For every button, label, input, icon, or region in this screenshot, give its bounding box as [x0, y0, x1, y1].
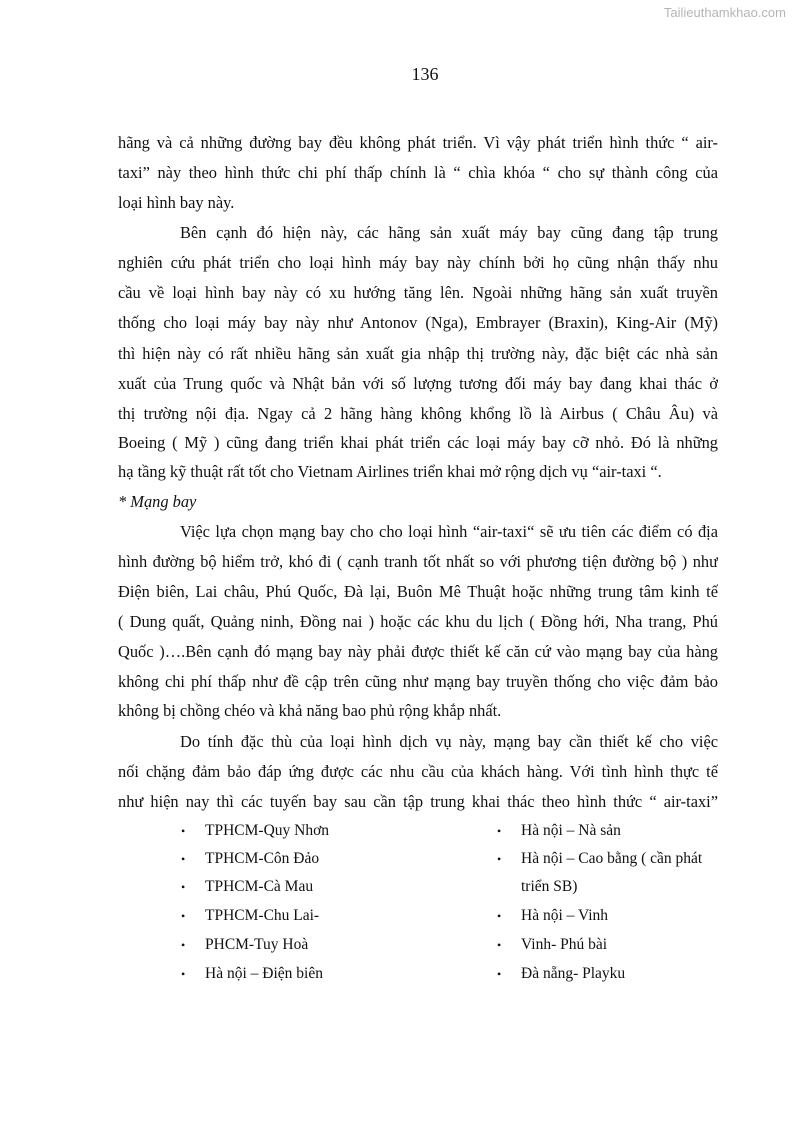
text-line: Bên cạnh đó hiện này, các hãng sản xuất máy bay cũng đang tập trung — [180, 223, 718, 242]
text-line: nối chặng đảm bảo đáp ứng được các nhu cầu của khách hàng. Với tình hình thực tế — [118, 762, 718, 781]
page-number: 136 — [411, 64, 439, 84]
text-line: hạ tầng kỹ thuật rất tốt cho Vietnam Airlines triển khai mở rộng dịch vụ “air-taxi “. — [118, 462, 662, 481]
bullet-icon: • — [181, 824, 186, 838]
bullet-icon: • — [497, 938, 502, 952]
route-item — [497, 934, 608, 956]
route-label: TPHCM-Quy Nhơn — [205, 822, 330, 839]
text-line: Do tính đặc thù của loại hình dịch vụ này, mạng bay cần thiết kế cho việc — [180, 732, 718, 751]
bullet-icon: • — [497, 824, 502, 838]
text-line: hãng và cả những đường bay đều không phát triển. Vì vậy phát triển hình thức “ air- — [118, 133, 718, 152]
text-line: không bị chồng chéo và khả năng bao phủ rộng khắp nhất. — [118, 701, 502, 720]
text-line: thống cho loại máy bay này như Antonov (Nga), Embrayer (Braxin), King-Air (Mỹ) — [118, 313, 718, 332]
bullet-icon: • — [181, 909, 186, 923]
text-line: xuất của Trung quốc và Nhật bản với số lượng tương đối máy bay đang khai thác ở — [118, 374, 718, 393]
route-item — [497, 848, 703, 870]
bullet-icon: • — [497, 909, 502, 923]
route-item — [181, 934, 309, 956]
text-line: không chi phí thấp như đề cập trên cũng như mạng bay truyền thống cho việc đảm bảo — [118, 672, 718, 691]
route-item — [181, 848, 320, 870]
route-item — [497, 820, 621, 842]
text-line: taxi” này theo hình thức chi phí thấp chính là “ chìa khóa “ cho sự thành công của — [118, 163, 718, 182]
route-label: TPHCM-Chu Lai- — [205, 907, 320, 924]
text-line: như hiện nay thì các tuyến bay sau cần tập trung khai thác theo hình thức “ air-taxi” — [118, 792, 718, 811]
route-label: TPHCM-Cà Mau — [205, 878, 314, 895]
bullet-icon: • — [181, 967, 186, 981]
bullet-icon: • — [497, 852, 502, 866]
route-label: PHCM-Tuy Hoà — [205, 936, 309, 953]
text-line: cầu về loại hình bay này có xu hướng tăng lên. Ngoài những hãng sản xuất truyền — [118, 283, 718, 302]
route-item — [521, 876, 577, 898]
text-line: Việc lựa chọn mạng bay cho cho loại hình “air-taxi“ sẽ ưu tiên các điểm có địa — [180, 522, 718, 541]
bullet-icon: • — [181, 938, 186, 952]
bullet-icon: • — [181, 880, 186, 894]
bullet-icon: • — [497, 967, 502, 981]
section-heading: * Mạng bay — [118, 492, 197, 511]
bullet-icon: • — [181, 852, 186, 866]
text-line: Boeing ( Mỹ ) cũng đang triển khai phát triển các loại máy bay cỡ nhỏ. Đó là những — [118, 433, 718, 452]
route-label: Vinh- Phú bài — [521, 936, 608, 953]
route-item — [181, 963, 323, 985]
route-label: Hà nội – Nà sản — [521, 822, 621, 839]
text-line: Quốc )….Bên cạnh đó mạng bay này phải được thiết kế căn cứ vào mạng bay của hàng — [118, 642, 718, 661]
route-label: Hà nội – Điện biên — [205, 965, 323, 982]
text-line: ( Dung quất, Quảng ninh, Đồng nai ) hoặc các khu du lịch ( Đồng hới, Nha trang, Phú — [118, 612, 718, 631]
text-line: hình đường bộ hiểm trở, khó đi ( cạnh tranh tốt nhất so với phương tiện đường bộ ) như — [118, 552, 718, 571]
route-item — [181, 820, 330, 842]
route-item — [497, 963, 626, 985]
route-item — [181, 905, 320, 927]
route-item — [497, 905, 609, 927]
watermark: Tailieuthamkhao.com — [663, 5, 786, 20]
route-label: Hà nội – Vinh — [521, 907, 609, 924]
text-line: thị trường nội địa. Ngay cả 2 hãng hàng không khổng lồ là Airbus ( Châu Âu) và — [118, 404, 718, 423]
route-item — [181, 876, 314, 898]
text-line: nghiên cứu phát triển cho loại hình máy bay này chính bởi họ cũng nhận thấy nhu — [118, 253, 718, 272]
text-line: thì hiện này có rất nhiều hãng sản xuất gia nhập thị trường này, đặc biệt các nhà sản — [118, 344, 718, 363]
route-label: Đà nẵng- Playku — [521, 965, 626, 982]
route-label: triển SB) — [521, 878, 578, 895]
route-label: Hà nội – Cao bằng ( cần phát — [521, 850, 703, 867]
text-line: Điện biên, Lai châu, Phú Quốc, Đà lại, Buôn Mê Thuật hoặc những trung tâm kinh tế — [118, 582, 718, 601]
route-label: TPHCM-Côn Đảo — [205, 850, 320, 867]
text-line: loại hình bay này. — [118, 193, 235, 212]
